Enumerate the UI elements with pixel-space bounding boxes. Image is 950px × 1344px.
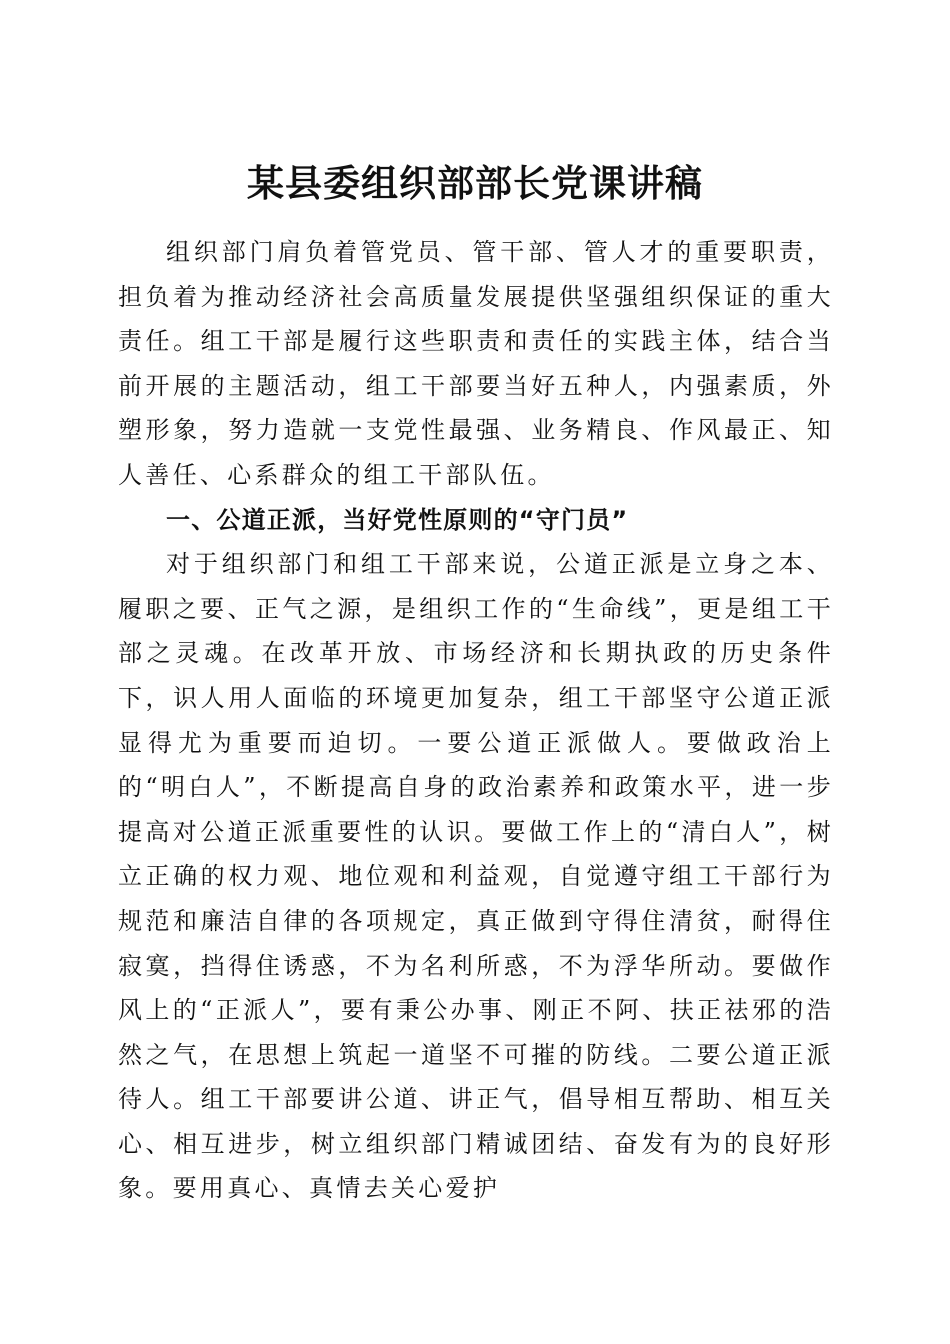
- document-title: 某县委组织部部长党课讲稿: [247, 160, 703, 205]
- section-paragraph: 对于组织部门和组工干部来说，公道正派是立身之本、履职之要、正气之源，是组织工作的“生命线”，更是组工干部之灵魂。在改革开放、市场经济和长期执政的历史条件下，识人用人面临的环境更加复杂，组工干部坚守公道正派显得尤为重要而迫切。一要公道正派做人。要做政治上的“明白人”，不断提高自身的政治素养和政策水平，进一步提高对公道正派重要性的认识。要做工作上的“清白人”，树立正确的权力观、地位观和利益观，自觉遵守组工干部行为规范和廉洁自律的各项规定，真正做到守得住清贫，耐得住寂寞，挡得住诱惑，不为名利所惑，不为浮华所动。要做作风上的“正派人”，要有秉公办事、刚正不阿、扶正祛邪的浩然之气，在思想上筑起一道坚不可摧的防线。二要公道正派待人。组工干部要讲公道、讲正气，倡导相互帮助、相互关心、相互进步，树立组织部门精诚团结、奋发有为的良好形象。要用真心、真情去关心爱护: [118, 550, 834, 1203]
- document-body: [118, 230, 834, 1211]
- section-heading: 一、公道正派，当好党性原则的“守门员”: [166, 505, 629, 534]
- intro-paragraph: 组织部门肩负着管党员、管干部、管人才的重要职责，担负着为推动经济社会高质量发展提供坚强组织保证的重大责任。组工干部是履行这些职责和责任的实践主体，结合当前开展的主题活动，组工干部要当好五种人，内强素质，外塑形象，努力造就一支党性最强、业务精良、作风最正、知人善任、心系群众的组工干部队伍。: [118, 238, 834, 489]
